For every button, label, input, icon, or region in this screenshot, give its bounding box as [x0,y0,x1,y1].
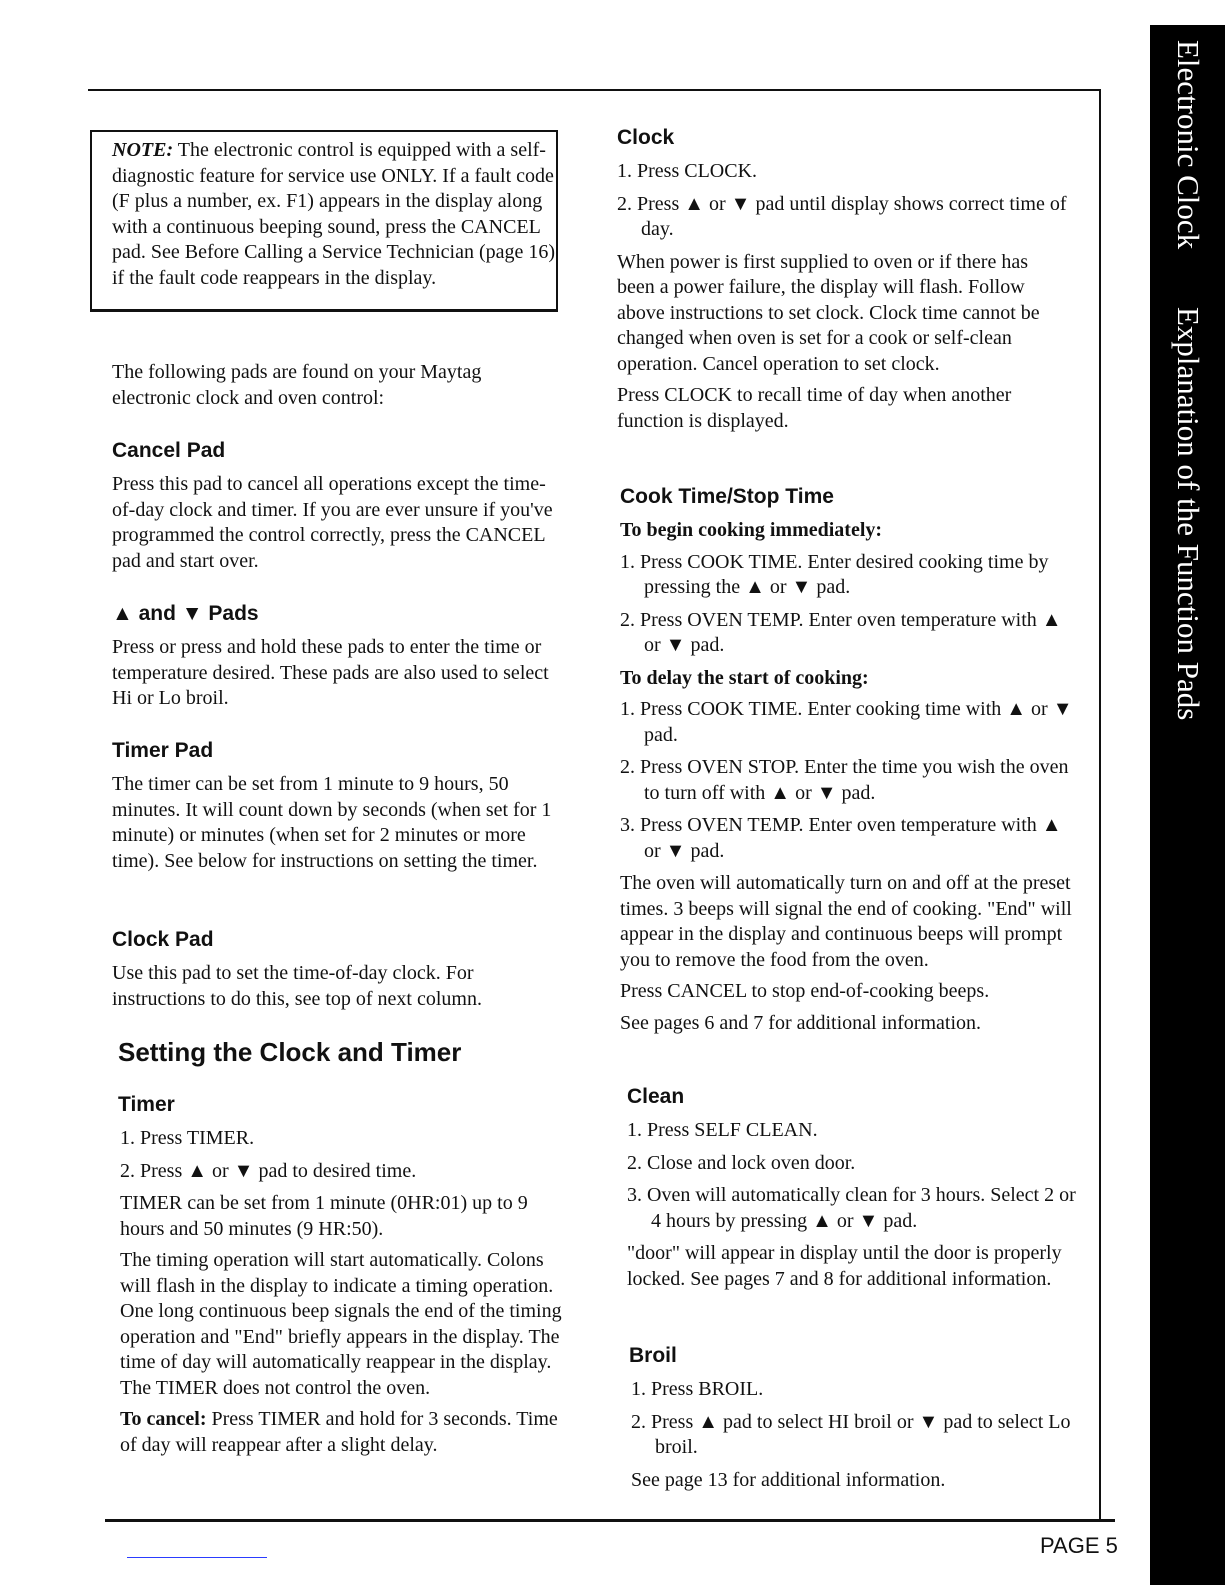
timer-content [120,1126,575,1464]
clock-pad-heading: Clock Pad [112,928,214,951]
note-text: The electronic control is equipped with a self-diagnostic feature for service use ONLY. If a fault code (F plus a number, ex. F1) appears in the display along with a continuous beeping sound, press the CANCEL pad. See Before Calling a Service Technician (page 16) if the fault code reappears in the display. [112,139,556,289]
intro-text: The following pads are found on your Maytag electronic clock and oven control: [112,361,482,409]
cook-auto-text: The oven will automatically turn on and off at the preset times. 3 beeps will signal the end of cooking. "End" will appear in the display and continuous beeps will prompt you to remove the food from the oven. [620,872,1072,971]
arrow-pads-heading: ▲ and ▼ Pads [112,602,259,625]
bottom-rule [105,1519,1115,1522]
cook-sub-immediately: To begin cooking immediately: [620,519,883,541]
clean-step: 1. Press SELF CLEAN. [627,1119,818,1141]
cook-cancel-text: Press CANCEL to stop end-of-cooking beeps. [620,980,990,1002]
cancel-pad-heading: Cancel Pad [112,439,226,462]
timer-cancel-instructions: Press TIMER and hold for 3 seconds. Time of day will reappear after a slight delay. [120,1408,558,1456]
arrow-pads-text: Press or press and hold these pads to enter the time or temperature desired. These pads are also used to select Hi or Lo broil. [112,636,549,709]
cook-step: 1. Press COOK TIME. Enter desired cooking time by pressing the ▲ or ▼ pad. [620,550,1049,598]
timer-heading: Timer [118,1093,175,1116]
timer-cancel-text [120,1407,575,1458]
clean-step: 3. Oven will automatically clean for 3 hours. Select 2 or 4 hours by pressing ▲ or ▼ pad. [627,1184,1076,1232]
timer-step: 1. Press TIMER. [120,1127,255,1149]
link-underline [127,1557,267,1558]
right-rule [1099,89,1101,1521]
clean-heading: Clean [627,1085,685,1108]
timer-pad-heading: Timer Pad [112,739,214,762]
side-tab-line1: Electronic Clock [1171,40,1206,250]
note-label: NOTE: [112,139,174,161]
clock-recall-text: Press CLOCK to recall time of day when another function is displayed. [617,384,1012,432]
cook-time-heading: Cook Time/Stop Time [620,485,834,508]
clock-power-text: When power is first supplied to oven or if there has been a power failure, the display will flash. Follow above instructions to set clock. Clock time cannot be changed when oven is set for a cook or self-clean operation. Cancel operation to set clock. [617,250,1040,375]
clean-content [627,1118,1077,1298]
timer-step: 2. Press ▲ or ▼ pad to desired time. [120,1159,417,1182]
side-tab-line2: Explanation of the Function Pads [1171,306,1206,721]
cancel-pad-text: Press this pad to cancel all operations except the time-of-day clock and timer. If you are ever unsure if you've programmed the control correctly, press the CANCEL pad and start over. [112,473,553,572]
broil-step: 2. Press ▲ pad to select HI broil or ▼ pad to select Lo broil. [631,1410,1071,1458]
cook-sub-delay: To delay the start of cooking: [620,666,869,689]
timer-cancel-label: To cancel: [120,1408,207,1430]
top-rule [88,89,1101,91]
note-box [90,130,558,312]
cook-step: 2. Press OVEN STOP. Enter the time you wish the oven to turn off with ▲ or ▼ pad. [620,756,1069,804]
timer-operation-text: The timing operation will start automatically. Colons will flash in the display to indicate a timing operation. One long continuous beep signals the end of the timing operation and "End" briefly appears in the display. The time of day will automatically reappear in the display. The TIMER does not control the oven. [120,1249,562,1399]
broil-heading: Broil [629,1344,677,1367]
cook-step: 3. Press OVEN TEMP. Enter oven temperature with ▲ or ▼ pad. [620,814,1062,862]
clock-content [617,159,1067,440]
clock-step: 2. Press ▲ or ▼ pad until display shows correct time of day. [617,192,1067,240]
cook-step: 2. Press OVEN TEMP. Enter oven temperature with ▲ or ▼ pad. [620,608,1062,656]
broil-see-page-text: See page 13 for additional information. [631,1468,946,1491]
clock-pad-text: Use this pad to set the time-of-day clock. For instructions to do this, see top of next column. [112,962,482,1010]
clock-step: 1. Press CLOCK. [617,160,758,182]
clock-heading: Clock [617,126,675,149]
broil-content [631,1377,1071,1499]
cook-content [620,518,1075,1042]
side-tab-title [1168,40,1208,720]
page-number: PAGE 5 [1040,1533,1118,1558]
broil-step: 1. Press BROIL. [631,1378,764,1400]
cook-see-pages-text: See pages 6 and 7 for additional information. [620,1011,982,1034]
cook-step: 1. Press COOK TIME. Enter cooking time with ▲ or ▼ pad. [620,698,1073,746]
timer-pad-text: The timer can be set from 1 minute to 9 hours, 50 minutes. It will count down by seconds (when set for 1 minute) or minutes (when set for 2 minutes or more time). See below for instructions on setting the timer. [112,773,552,872]
clean-step: 2. Close and lock oven door. [627,1151,856,1174]
clean-door-text: "door" will appear in display until the door is properly locked. See pages 7 and 8 for additional information. [627,1242,1062,1290]
setting-heading: Setting the Clock and Timer [118,1037,462,1067]
timer-range-text: TIMER can be set from 1 minute (0HR:01) up to 9 hours and 50 minutes (9 HR:50). [120,1192,528,1240]
